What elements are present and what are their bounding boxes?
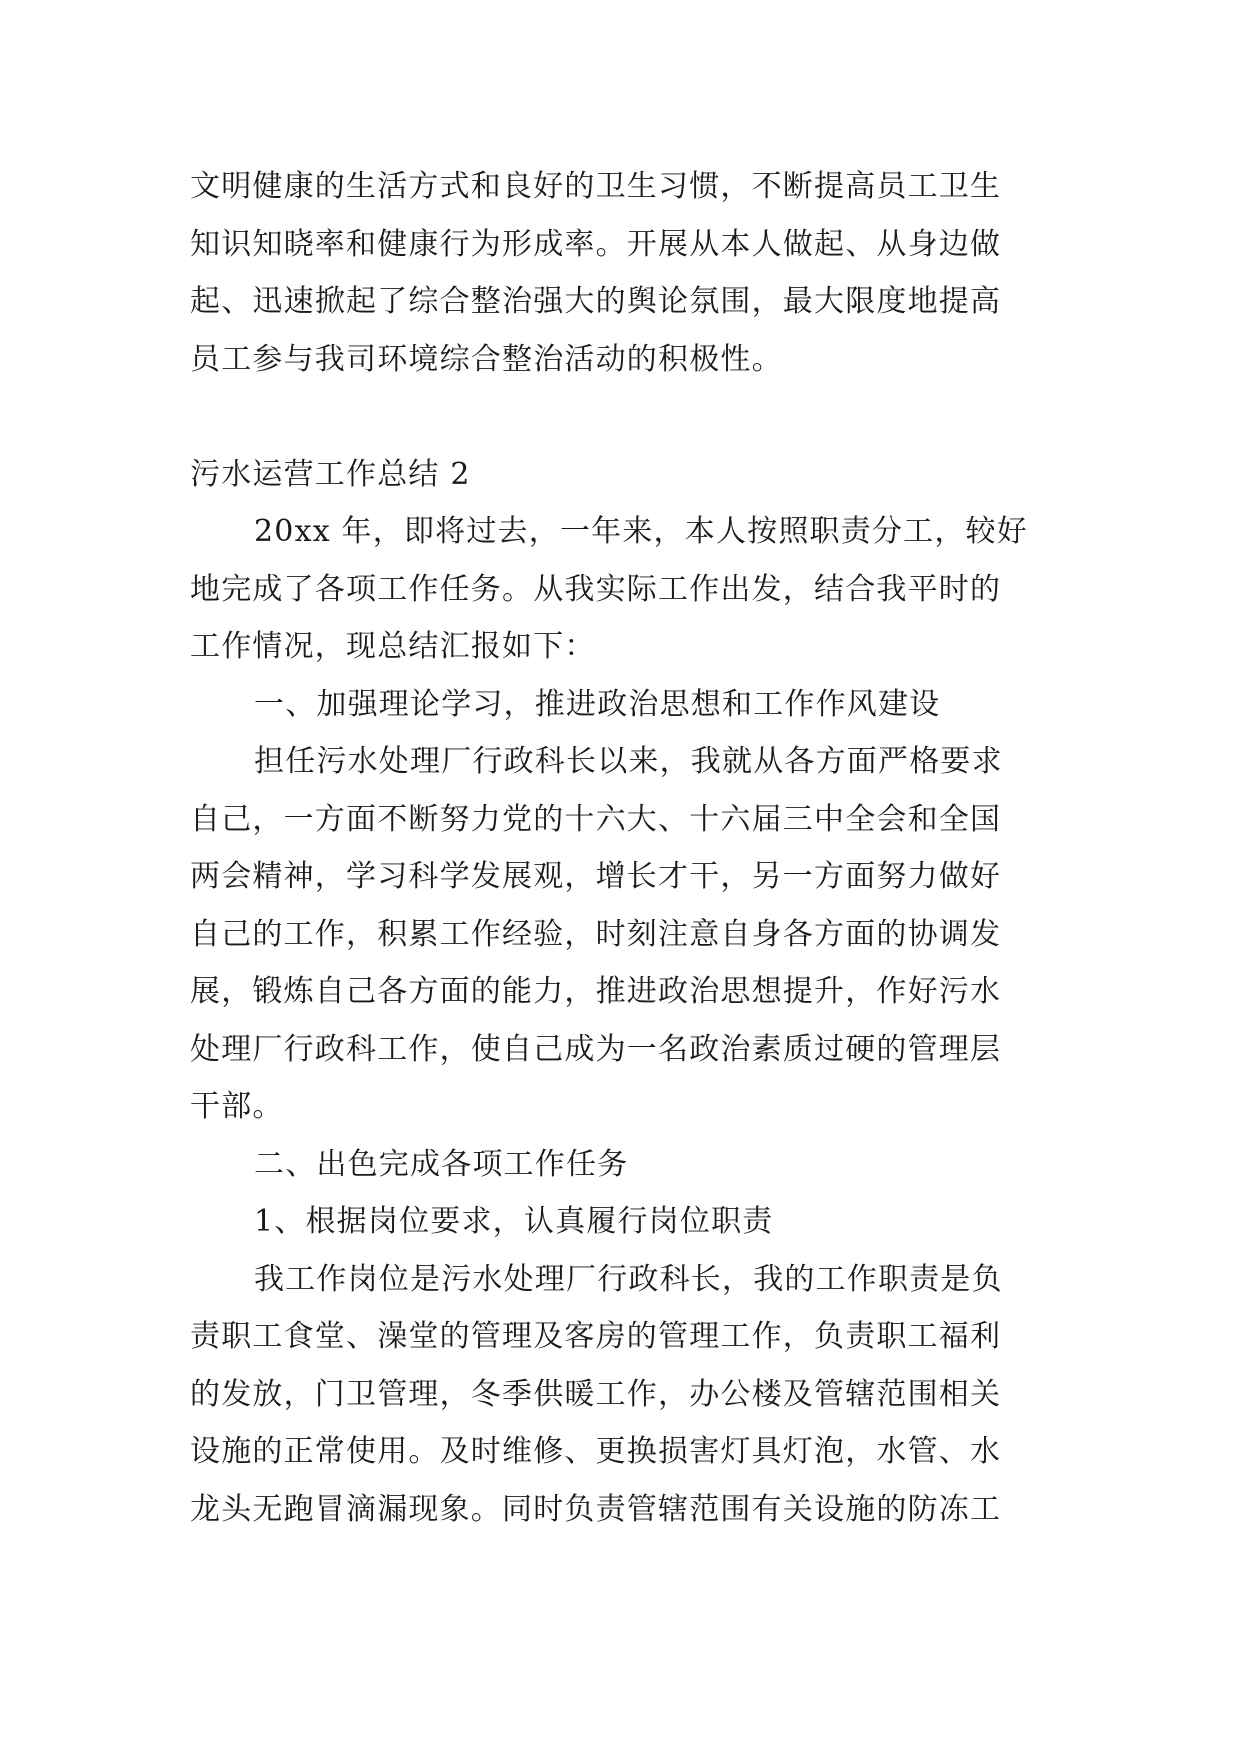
- text-line: 知识知晓率和健康行为形成率。开展从本人做起、从身边做: [190, 226, 1002, 262]
- section-heading-2: 二、出色完成各项工作任务: [254, 1146, 629, 1182]
- text-line: 起、迅速掀起了综合整治强大的舆论氛围，最大限度地提高: [190, 284, 1002, 319]
- text-line: 员工参与我司环境综合整治活动的积极性。: [190, 341, 783, 377]
- text-line: 处理厂行政科工作，使自己成为一名政治素质过硬的管理层: [190, 1031, 1002, 1067]
- text-line: 龙头无跑冒滴漏现象。同时负责管辖范围有关设施的防冻工: [190, 1491, 1002, 1527]
- document-title: 污水运营工作总结 2: [190, 456, 471, 492]
- text-line: 干部。: [190, 1089, 284, 1124]
- subheading-1: 1、根据岗位要求，认真履行岗位职责: [254, 1204, 774, 1239]
- text-line: 我工作岗位是污水处理厂行政科长，我的工作职责是负: [254, 1261, 1003, 1297]
- text-line: 地完成了各项工作任务。从我实际工作出发，结合我平时的: [190, 571, 1002, 607]
- text-line: 两会精神，学习科学发展观，增长才干，另一方面努力做好: [190, 859, 1002, 894]
- document-body: [190, 158, 1052, 1538]
- continuation-paragraph: [190, 158, 1052, 388]
- text-line: 工作情况，现总结汇报如下：: [190, 629, 596, 664]
- text-line: 自己的工作，积累工作经验，时刻注意自身各方面的协调发: [190, 916, 1002, 952]
- section-heading-1: 一、加强理论学习，推进政治思想和工作作风建设: [254, 686, 941, 722]
- text-line: 文明健康的生活方式和良好的卫生习惯，不断提高员工卫生: [190, 169, 1002, 204]
- text-line: 20xx 年，即将过去，一年来，本人按照职责分工，较好: [254, 514, 1028, 549]
- text-line: 展，锻炼自己各方面的能力，推进政治思想提升，作好污水: [190, 974, 1002, 1009]
- text-line: 担任污水处理厂行政科长以来，我就从各方面严格要求: [254, 744, 1003, 779]
- intro-paragraph: [190, 503, 1052, 676]
- section2-paragraph: [190, 1251, 1052, 1539]
- text-line: 设施的正常使用。及时维修、更换损害灯具灯泡，水管、水: [190, 1434, 1002, 1469]
- text-line: 责职工食堂、澡堂的管理及客房的管理工作，负责职工福利: [190, 1319, 1002, 1354]
- section1-paragraph: [190, 733, 1052, 1136]
- text-line: 自己，一方面不断努力党的十六大、十六届三中全会和全国: [190, 801, 1002, 837]
- blank-line: [190, 388, 1052, 446]
- text-line: 的发放，门卫管理，冬季供暖工作，办公楼及管辖范围相关: [190, 1376, 1002, 1412]
